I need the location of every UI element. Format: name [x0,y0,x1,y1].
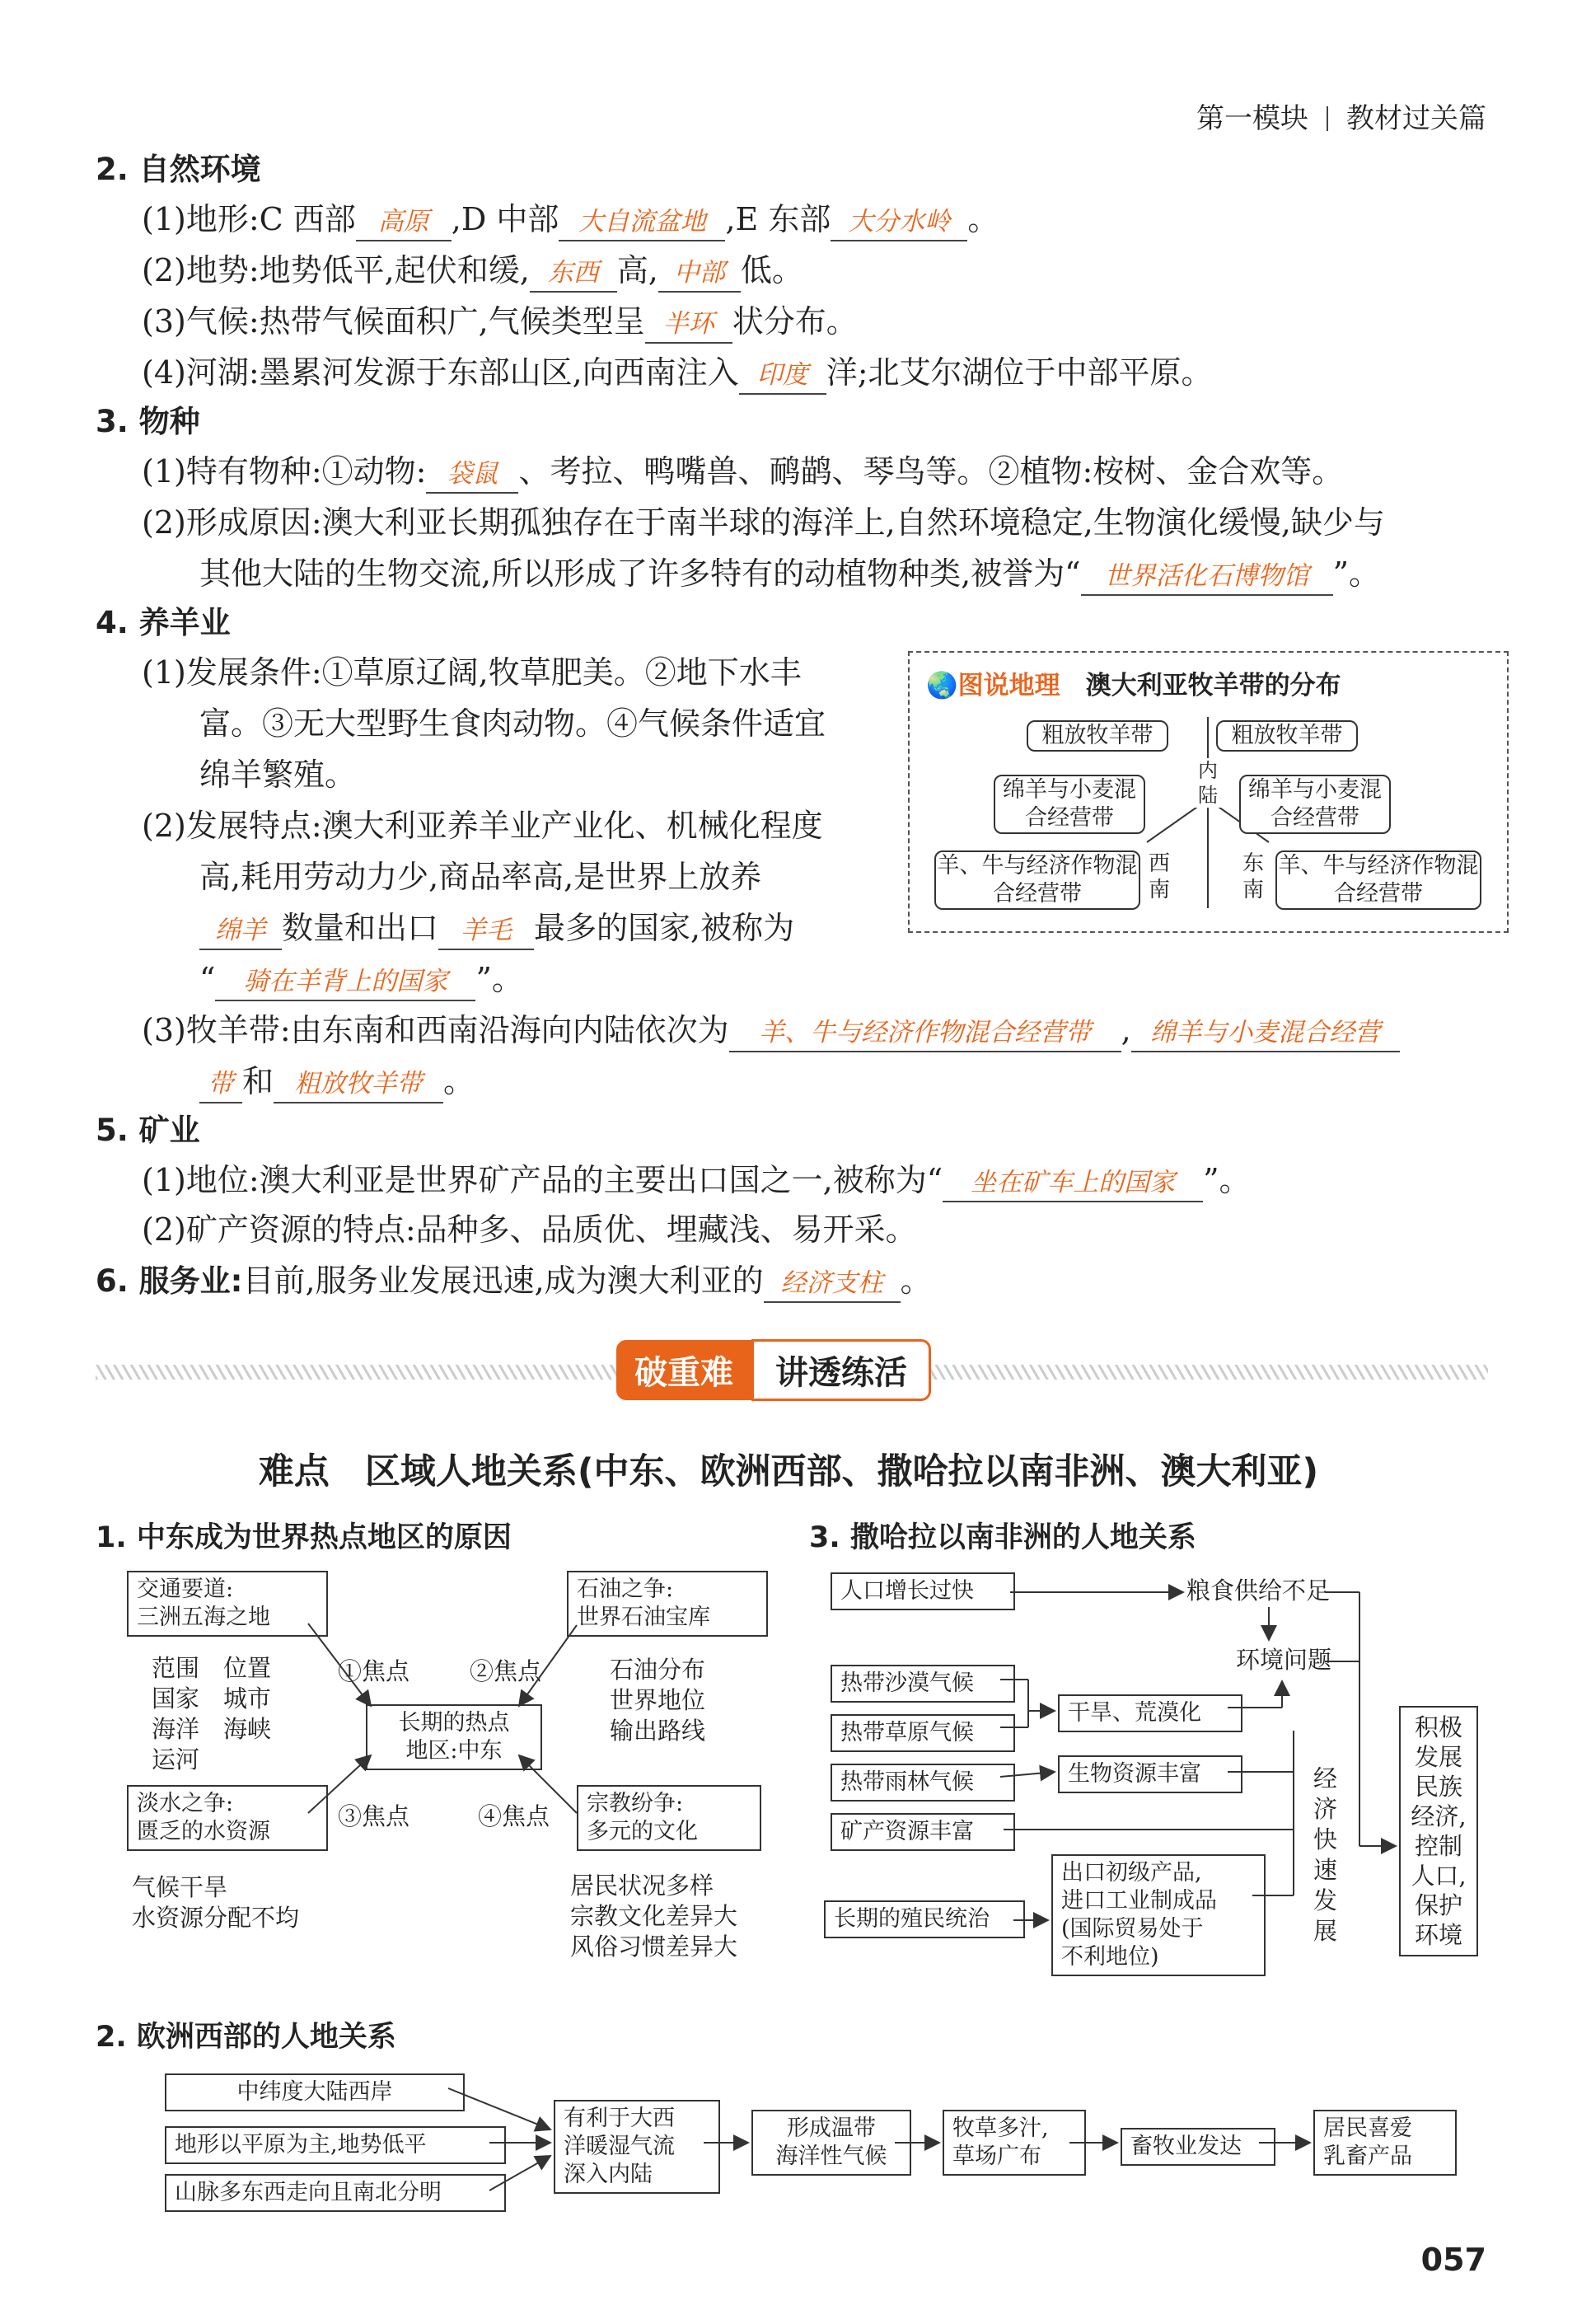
answer-blank[interactable]: 东西 [530,255,617,293]
af-title: 3. 撒哈拉以南非洲的人地关系 [809,1521,1196,1554]
running-header [1196,96,1486,136]
text: (3)牧羊带:由东南和西南沿海向内陆依次为 [142,1012,729,1048]
af-trade-box: 出口初级产品, 进口工业制成品 (国际贸易处于 不利地位) [1051,1854,1266,1976]
text: ,E 东部 [725,201,831,237]
s4-line-9 [199,1060,475,1103]
text: 最多的国家,被称为 [534,910,795,946]
s4-line-6 [199,907,794,950]
sheep-belt-figure [908,651,1509,933]
me-detail-religion: 居民状况多样 宗教文化差异大 风俗习惯差异大 [570,1872,738,1961]
s3-line-3 [199,552,1380,596]
answer-blank[interactable]: 大分水岭 [831,204,967,241]
me-box-religion: 宗教纷争: 多元的文化 [577,1785,761,1851]
eu-livestock: 畜牧业发达 [1121,2128,1275,2166]
text: ”。 [1203,1162,1251,1198]
answer-blank[interactable]: 绵羊 [199,912,282,950]
text: (4)河湖:墨累河发源于东部山区,向西南注入 [142,354,739,391]
answer-blank[interactable]: 大自流盆地 [559,204,725,241]
s5-line-2: (2)矿产资源的特点:品种多、品质优、埋藏浅、易开采。 [142,1211,917,1248]
eu-terrain: 地形以平原为主,地势低平 [165,2126,506,2164]
eu-west-coast: 中纬度大陆西岸 [165,2073,465,2111]
header-divider [1327,106,1328,131]
s4-line-8 [142,1009,1400,1052]
focus-2: ②焦点 [470,1657,542,1685]
answer-blank[interactable]: 绵羊与小麦混合经营 [1131,1014,1400,1052]
me-box-oil: 石油之争: 世界石油宝库 [567,1571,768,1637]
banner-left: 破重难 [616,1340,751,1400]
s4-line-2: 富。③无大型野生食肉动物。④气候条件适宜 [199,705,826,742]
text: 状分布。 [732,303,858,340]
text: 、考拉、鸭嘴兽、鸸鹋、琴鸟等。②植物:桉树、金合欢等。 [518,453,1344,490]
eu-warm-airflow: 有利于大西 洋暖湿气流 深入内陆 [554,2100,720,2194]
text: (1)地形:C 西部 [142,201,356,237]
text: 低。 [740,252,803,288]
s6-line [96,1259,932,1303]
s3-line-1 [142,450,1343,494]
eu-maritime-climate: 形成温带 海洋性气候 [751,2110,911,2176]
answer-blank[interactable]: 坐在矿车上的国家 [943,1164,1203,1202]
sheep-wheat-belt-east: 绵羊与小麦混合经营带 [1239,775,1391,834]
text: (3)气候:热带气候面积广,气候类型呈 [142,303,645,340]
text: 数量和出口 [282,910,439,946]
me-box-transport: 交通要道: 三洲五海之地 [127,1571,328,1637]
header-section: 教材过关篇 [1346,102,1486,135]
me-title: 1. 中东成为世界热点地区的原因 [96,1521,512,1554]
answer-blank[interactable]: 粗放牧羊带 [274,1066,443,1103]
text: (2)地势:地势低平,起伏和缓, [142,252,530,288]
header-module: 第一模块 [1196,102,1308,135]
af-colonial-rule: 长期的殖民统治 [824,1900,1025,1938]
page-number: 057 [1420,2242,1486,2278]
answer-blank[interactable]: 骑在羊背上的国家 [215,963,475,1001]
text: (1)地位:澳大利亚是世界矿产品的主要出口国之一,被称为“ [142,1162,943,1198]
coarse-grazing-belt-east: 粗放牧羊带 [1216,720,1358,752]
af-savanna-climate: 热带草原气候 [831,1714,1015,1752]
answer-blank[interactable]: 印度 [739,357,826,395]
s3-line-2: (2)形成原因:澳大利亚长期孤独存在于南半球的海洋上,自然环境稳定,生物演化缓慢,缺少与 [142,504,1385,541]
s4-line-1: (1)发展条件:①草原辽阔,牧草肥美。②地下水丰 [142,654,802,691]
text: 。 [900,1263,932,1299]
me-detail-oil: 石油分布 世界地位 输出路线 [610,1656,706,1745]
section-banner [616,1340,931,1399]
text: ”。 [475,961,523,997]
text: “ [199,961,216,997]
section-2-title: 2. 自然环境 [96,152,261,187]
af-minerals: 矿产资源丰富 [831,1813,1015,1851]
text: ,D 中部 [451,201,559,237]
af-rainforest-climate: 热带雨林气候 [831,1764,1015,1802]
focus-3: ③焦点 [338,1802,410,1830]
answer-blank[interactable]: 中部 [658,255,741,293]
af-bio-resources: 生物资源丰富 [1058,1755,1242,1793]
s5-line-1 [142,1159,1251,1202]
af-final-box: 积极发展民族经济,控制人口,保护环境 [1399,1706,1478,1956]
s2-line-2 [142,249,803,293]
eu-mountains: 山脉多东西走向且南北分明 [165,2174,506,2212]
text: ”。 [1332,555,1381,592]
answer-blank[interactable]: 袋鼠 [426,456,518,494]
eu-dairy: 居民喜爱 乳畜产品 [1313,2110,1457,2176]
af-desert-climate: 热带沙漠气候 [831,1665,1015,1703]
text: , [1121,1012,1131,1048]
sheep-wheat-belt-west: 绵羊与小麦混合经营带 [994,775,1145,834]
text: 高, [616,252,658,288]
me-center-box: 长期的热点 地区:中东 [366,1704,542,1770]
text: (1)特有物种:①动物: [142,453,427,490]
af-economy-growth: 经济快速发展 [1313,1764,1338,1945]
mixed-crop-belt-east: 羊、牛与经济作物混合经营带 [1275,850,1481,910]
s4-line-5: 高,耗用劳动力少,商品率高,是世界上放养 [199,859,762,895]
text: 。 [443,1063,475,1099]
section-5-title: 5. 矿业 [96,1113,200,1148]
me-detail-transport: 范围 位置 国家 城市 海洋 海峡 运河 [152,1654,272,1773]
answer-blank[interactable]: 羊毛 [438,912,534,950]
s4-line-7 [199,958,523,1001]
text: 和 [242,1063,274,1099]
s2-line-1 [142,198,999,241]
af-env-problem: 环境问题 [1236,1646,1332,1674]
mixed-crop-belt-west: 羊、牛与经济作物混合经营带 [934,850,1140,910]
answer-blank[interactable]: 经济支柱 [764,1265,901,1303]
me-box-water: 淡水之争: 匮乏的水资源 [127,1785,328,1851]
text: 。 [967,201,999,237]
af-drought: 干旱、荒漠化 [1058,1694,1242,1732]
me-detail-water: 气候干旱 水资源分配不均 [132,1873,300,1932]
text: 其他大陆的生物交流,所以形成了许多特有的动植物种类,被誉为“ [199,555,1081,592]
s2-line-3 [142,300,858,344]
inland-label: 内陆 [1193,758,1223,808]
answer-blank[interactable]: 带 [199,1066,242,1103]
section-6-title: 6. 服务业: [96,1263,243,1299]
southeast-label: 东南 [1242,851,1265,902]
s4-line-4: (2)发展特点:澳大利亚养羊业产业化、机械化程度 [142,808,823,844]
eu-grassland: 牧草多汁, 草场广布 [943,2110,1086,2176]
difficulty-subtitle: 难点 区域人地关系(中东、欧洲西部、撒哈拉以南非洲、澳大利亚) [258,1451,1319,1492]
s2-line-4 [142,351,1213,395]
answer-blank[interactable]: 世界活化石博物馆 [1081,558,1333,596]
section-3-title: 3. 物种 [96,404,200,439]
af-population: 人口增长过快 [831,1572,1015,1610]
figure-tag: 图说地理 [957,671,1060,700]
text: 洋;北艾尔湖位于中部平原。 [826,354,1213,391]
answer-blank[interactable]: 羊、牛与经济作物混合经营带 [729,1014,1121,1052]
eu-title: 2. 欧洲西部的人地关系 [96,2021,396,2054]
s4-line-3: 绵羊繁殖。 [199,757,357,793]
southwest-label: 西南 [1149,851,1171,902]
af-food-shortage: 粮食供给不足 [1186,1577,1331,1605]
focus-1: ①焦点 [338,1657,410,1685]
focus-4: ④焦点 [478,1802,550,1830]
answer-blank[interactable]: 半环 [645,306,732,344]
section-4-title: 4. 养羊业 [96,605,231,640]
answer-blank[interactable]: 高原 [356,204,452,241]
figure-caption: 澳大利亚牧羊带的分布 [1085,671,1341,700]
banner-right: 讲透练活 [751,1339,931,1401]
text: 目前,服务业发展迅速,成为澳大利亚的 [242,1263,764,1299]
coarse-grazing-belt-west: 粗放牧羊带 [1027,720,1168,752]
globe-icon: 🌏 [926,671,958,700]
